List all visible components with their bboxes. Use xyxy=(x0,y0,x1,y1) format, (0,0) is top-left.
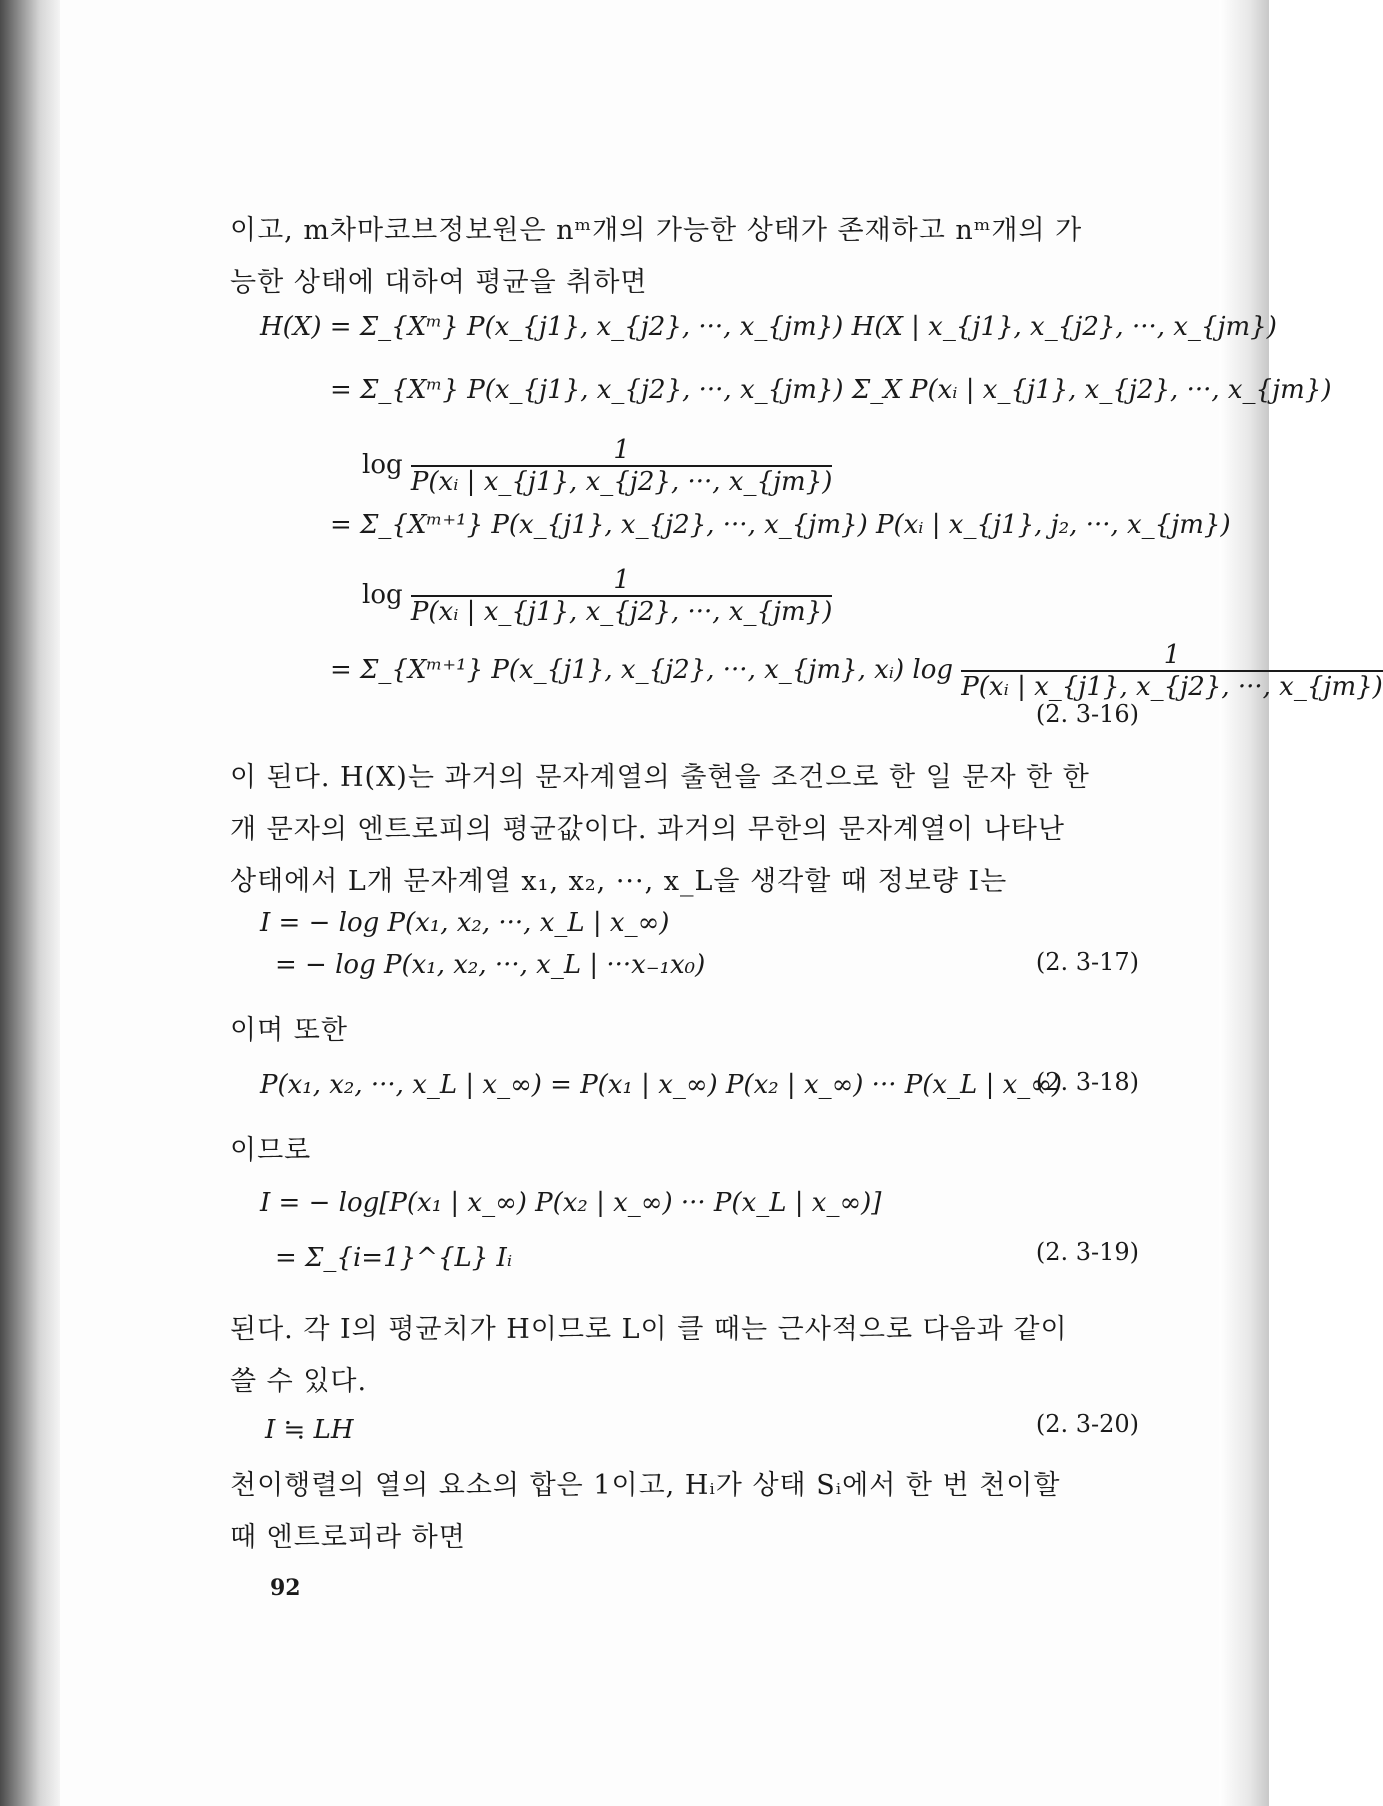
paragraph-entropy: 이 된다. H(X)는 과거의 문자계열의 출현을 조건으로 한 일 문자 한 한개 문자의 엔트로피의 평균값이다. 과거의 무한의 문자계열이 나타난 상태에서 L개 문자계열 x₁, x₂, ···, x_L을 생각할 때 정보량 I는 xyxy=(230,762,1090,897)
fraction-denominator: P(xᵢ | x_{j1}, x_{j2}, ···, x_{jm}) xyxy=(410,467,833,497)
fraction-denominator: P(xᵢ | x_{j1}, x_{j2}, ···, x_{jm}) xyxy=(961,672,1383,702)
equation-number-2-3-17: (2. 3-17) xyxy=(1035,948,1139,976)
paragraph-therefore: 이므로 xyxy=(230,1135,312,1166)
fraction-numerator: 1 xyxy=(411,565,833,597)
paragraph-also: 이며 또한 xyxy=(230,1015,348,1046)
equation-2-3-16-line6 xyxy=(330,640,1383,702)
paragraph-approx: 된다. 각 I의 평균치가 H이므로 L이 클 때는 근사적으로 다음과 같이 쓸 수 있다. xyxy=(230,1314,1068,1397)
equation-2-3-19-line2: = Σ_{i=1}^{L} Iᵢ xyxy=(275,1243,513,1273)
equation-prefix: = Σ_{Xᵐ⁺¹} P(x_{j1}, x_{j2}, ···, x_{jm}, xᵢ) log xyxy=(330,655,954,685)
fraction xyxy=(961,640,1383,702)
equation-2-3-20: I ≒ LH xyxy=(265,1415,354,1445)
page-number: 92 xyxy=(270,1575,301,1601)
equation-2-3-17-line2: = − log P(x₁, x₂, ···, x_L | ···x₋₁x₀) xyxy=(275,950,706,980)
equation-2-3-16-line5 xyxy=(362,565,832,627)
equation-2-3-18: P(x₁, x₂, ···, x_L | x_∞) = P(x₁ | x_∞) P(x₂ | x_∞) ··· P(x_L | x_∞) xyxy=(260,1070,1063,1100)
paragraph-transition: 천이행렬의 열의 요소의 합은 1이고, Hᵢ가 상태 Sᵢ에서 한 번 천이할 때 엔트로피라 하면 xyxy=(230,1470,1061,1553)
equation-number-2-3-16: (2. 3-16) xyxy=(1035,700,1139,728)
equation-2-3-16-line4: = Σ_{Xᵐ⁺¹} P(x_{j1}, x_{j2}, ···, x_{jm}) P(xᵢ | x_{j1}, j₂, ···, x_{jm}) xyxy=(330,510,1231,540)
equation-2-3-16-line2: = Σ_{Xᵐ} P(x_{j1}, x_{j2}, ···, x_{jm}) Σ_X P(xᵢ | x_{j1}, x_{j2}, ···, x_{jm}) xyxy=(330,375,1332,405)
fraction xyxy=(411,435,833,497)
fraction xyxy=(411,565,833,627)
fraction-denominator: P(xᵢ | x_{j1}, x_{j2}, ···, x_{jm}) xyxy=(410,597,833,627)
fraction-numerator: 1 xyxy=(961,640,1383,672)
fraction-numerator: 1 xyxy=(411,435,833,467)
equation-2-3-16-line1: H(X) = Σ_{Xᵐ} P(x_{j1}, x_{j2}, ···, x_{jm}) H(X | x_{j1}, x_{j2}, ···, x_{jm}) xyxy=(260,312,1277,342)
log-label: log xyxy=(362,580,403,610)
equation-number-2-3-20: (2. 3-20) xyxy=(1035,1410,1139,1438)
log-label: log xyxy=(362,450,403,480)
scan-edge-shadow xyxy=(1219,0,1269,1806)
equation-2-3-19-line1: I = − log[P(x₁ | x_∞) P(x₂ | x_∞) ··· P(x_L | x_∞)] xyxy=(260,1188,882,1218)
paragraph-intro: 이고, m차마코브정보원은 nᵐ개의 가능한 상태가 존재하고 nᵐ개의 가능한 상태에 대하여 평균을 취하면 xyxy=(230,215,1083,298)
equation-2-3-16-line3 xyxy=(362,435,832,497)
equation-number-2-3-19: (2. 3-19) xyxy=(1035,1238,1139,1266)
equation-number-2-3-18: (2. 3-18) xyxy=(1035,1068,1139,1096)
equation-2-3-17-line1: I = − log P(x₁, x₂, ···, x_L | x_∞) xyxy=(260,908,670,938)
scan-binding-shadow xyxy=(0,0,60,1806)
